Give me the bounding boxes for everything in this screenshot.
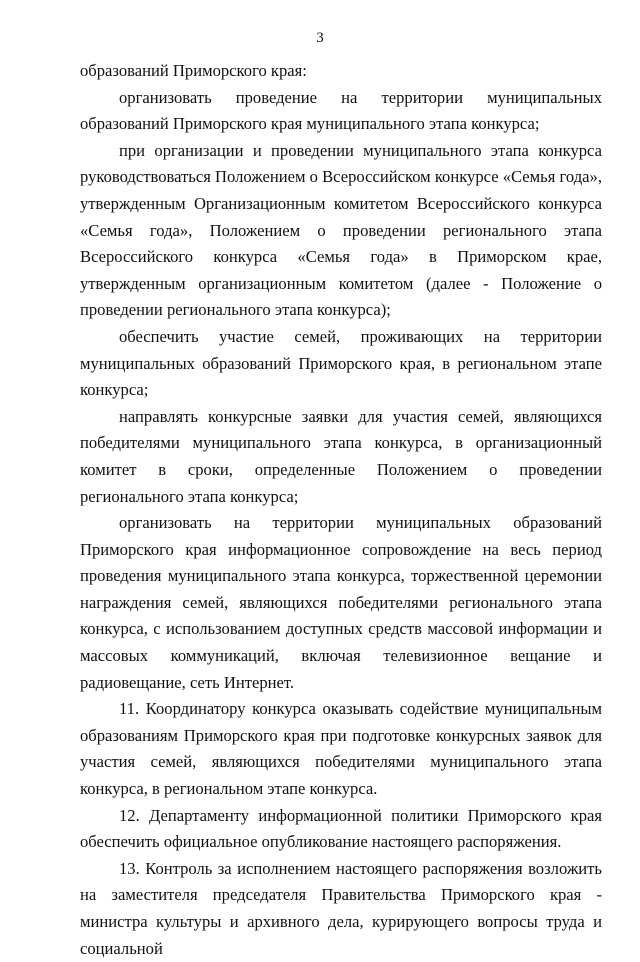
document-body xyxy=(80,58,602,962)
paragraph-send-applications: направлять конкурсные заявки для участия семей, являющихся победителями муниципального этапа конкурса, в организационный комитет в сроки, определенные Положением о проведении регионального этапа конкурса; xyxy=(80,406,602,506)
paragraph-family-participation: обеспечить участие семей, проживающих на территории муниципальных образований Приморского края, в региональном этапе конкурса; xyxy=(80,326,602,400)
paragraph-organize-stage: организовать проведение на территории муниципальных образований Приморского края муниципального этапа конкурса; xyxy=(80,87,602,134)
paragraph-item-12: 12. Департаменту информационной политики Приморского края обеспечить официальное опубликование настоящего распоряжения. xyxy=(80,805,602,852)
paragraph-item-13: 13. Контроль за исполнением настоящего распоряжения возложить на заместителя председателя Правительства Приморского края - министра культуры и архивного дела, курирующего вопросы труда и социальной xyxy=(80,858,602,958)
paragraph-continuation: образований Приморского края: xyxy=(80,61,307,80)
paragraph-item-11: 11. Координатору конкурса оказывать содействие муниципальным образованиям Приморского края при подготовке конкурсных заявок для участия семей, являющихся победителями муниципального этапа конкурса, в региональном этапе конкурса. xyxy=(80,699,602,799)
page-number: 3 xyxy=(316,30,324,46)
paragraph-media-support: организовать на территории муниципальных образований Приморского края информационное сопровождение на весь период проведения муниципального этапа конкурса, торжественной церемонии награждения семей, являющихся победителями регионального этапа конкурса, с использованием доступных средств массовой информации и массовых коммуникаций, включая телевизионное вещание и радиовещание, сеть Интернет. xyxy=(80,513,602,692)
paragraph-regulations: при организации и проведении муниципального этапа конкурса руководствоваться Положением о Всероссийском конкурсе «Семья года», утвержденным Организационным комитетом Всероссийского конкурса «Семья года», Положением о проведении регионального этапа Всероссийского конкурса «Семья года» в Приморском крае, утвержденным организационным комитетом (далее - Положение о проведении регионального этапа конкурса); xyxy=(80,140,602,320)
